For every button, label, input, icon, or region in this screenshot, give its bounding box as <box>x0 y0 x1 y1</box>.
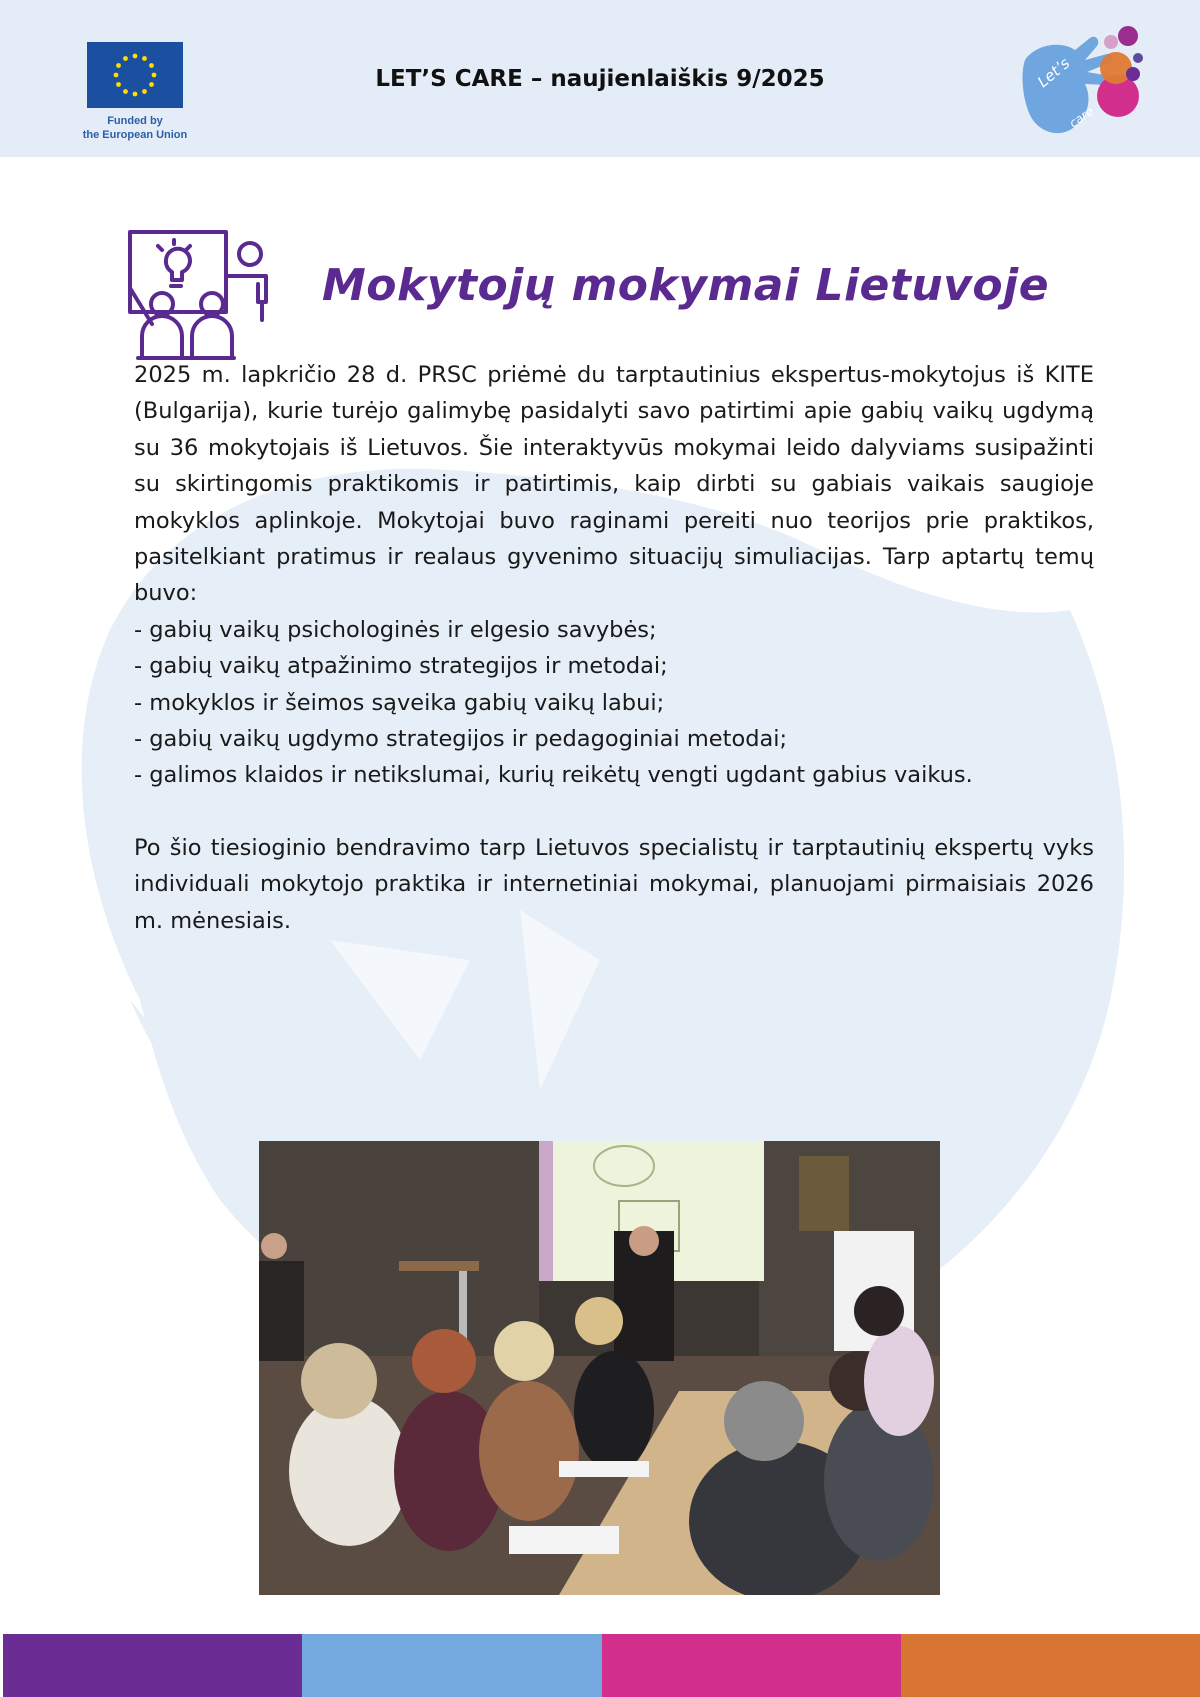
article-intro: 2025 m. lapkričio 28 d. PRSC priėmė du tarptautinius ekspertus-mokytojus iš KITE (Bulgarija), kurie turėjo galimybę pasidalyti savo patirtimi apie gabių vaikų ugdymą su 36 mokytojais iš Lietuvos. Šie interaktyvūs mokymai leido dalyviams susipažinti su skirtingomis praktikomis ir patirtimis, kaip dirbti su gabiais vaikais saugioje mokyklos aplinkoje. Mokytojai buvo raginami pereiti nuo teorijos prie praktikos, pasitelkiant pratimus ir realaus gyvenimo situacijų simuliacijas. Tarp aptartų temų buvo: <box>134 362 1094 607</box>
svg-text:care: care <box>1066 103 1097 131</box>
eu-caption-line-2: the European Union <box>82 129 188 141</box>
svg-text:Let’s: Let’s <box>1034 54 1074 92</box>
list-item: - mokyklos ir šeimos sąveika gabių vaikų labui; <box>134 689 665 716</box>
list-item: - galimos klaidos ir netikslumai, kurių reikėtų vengti ugdant gabius vaikus. <box>134 762 973 789</box>
color-stripe-orange <box>901 1634 1200 1697</box>
color-stripe-magenta <box>602 1634 901 1697</box>
eu-funding-logo <box>80 42 190 142</box>
teacher-presentation-icon <box>122 228 278 364</box>
article-closing: Po šio tiesioginio bendravimo tarp Lietuvos specialistų ir tarptautinių ekspertų vyks individuali mokytojo praktika ir internetiniai mokymai, planuojami pirmaisiais 2026 m. mėnesiais. <box>134 834 1094 934</box>
newsletter-header <box>0 0 1200 157</box>
newsletter-title: LET’S CARE – naujienlaiškis 9/2025 <box>375 66 825 92</box>
lets-care-logo <box>1015 20 1150 150</box>
list-item: - gabių vaikų atpažinimo strategijos ir metodai; <box>134 653 668 680</box>
topics-list <box>134 612 1094 794</box>
list-item: - gabių vaikų psichologinės ir elgesio savybės; <box>134 616 657 643</box>
eu-caption <box>80 114 190 142</box>
training-photo-illustration <box>259 1141 940 1595</box>
list-item: - gabių vaikų ugdymo strategijos ir pedagoginiai metodai; <box>134 726 788 753</box>
article-body <box>134 357 1094 939</box>
footer-color-bar <box>3 1634 1200 1697</box>
section-title: Mokytojų mokymai Lietuvoje <box>322 260 1050 311</box>
eu-caption-line-1: Funded by <box>107 115 163 127</box>
color-stripe-blue <box>302 1634 601 1697</box>
color-stripe-purple <box>3 1634 302 1697</box>
training-photo <box>259 1141 940 1595</box>
